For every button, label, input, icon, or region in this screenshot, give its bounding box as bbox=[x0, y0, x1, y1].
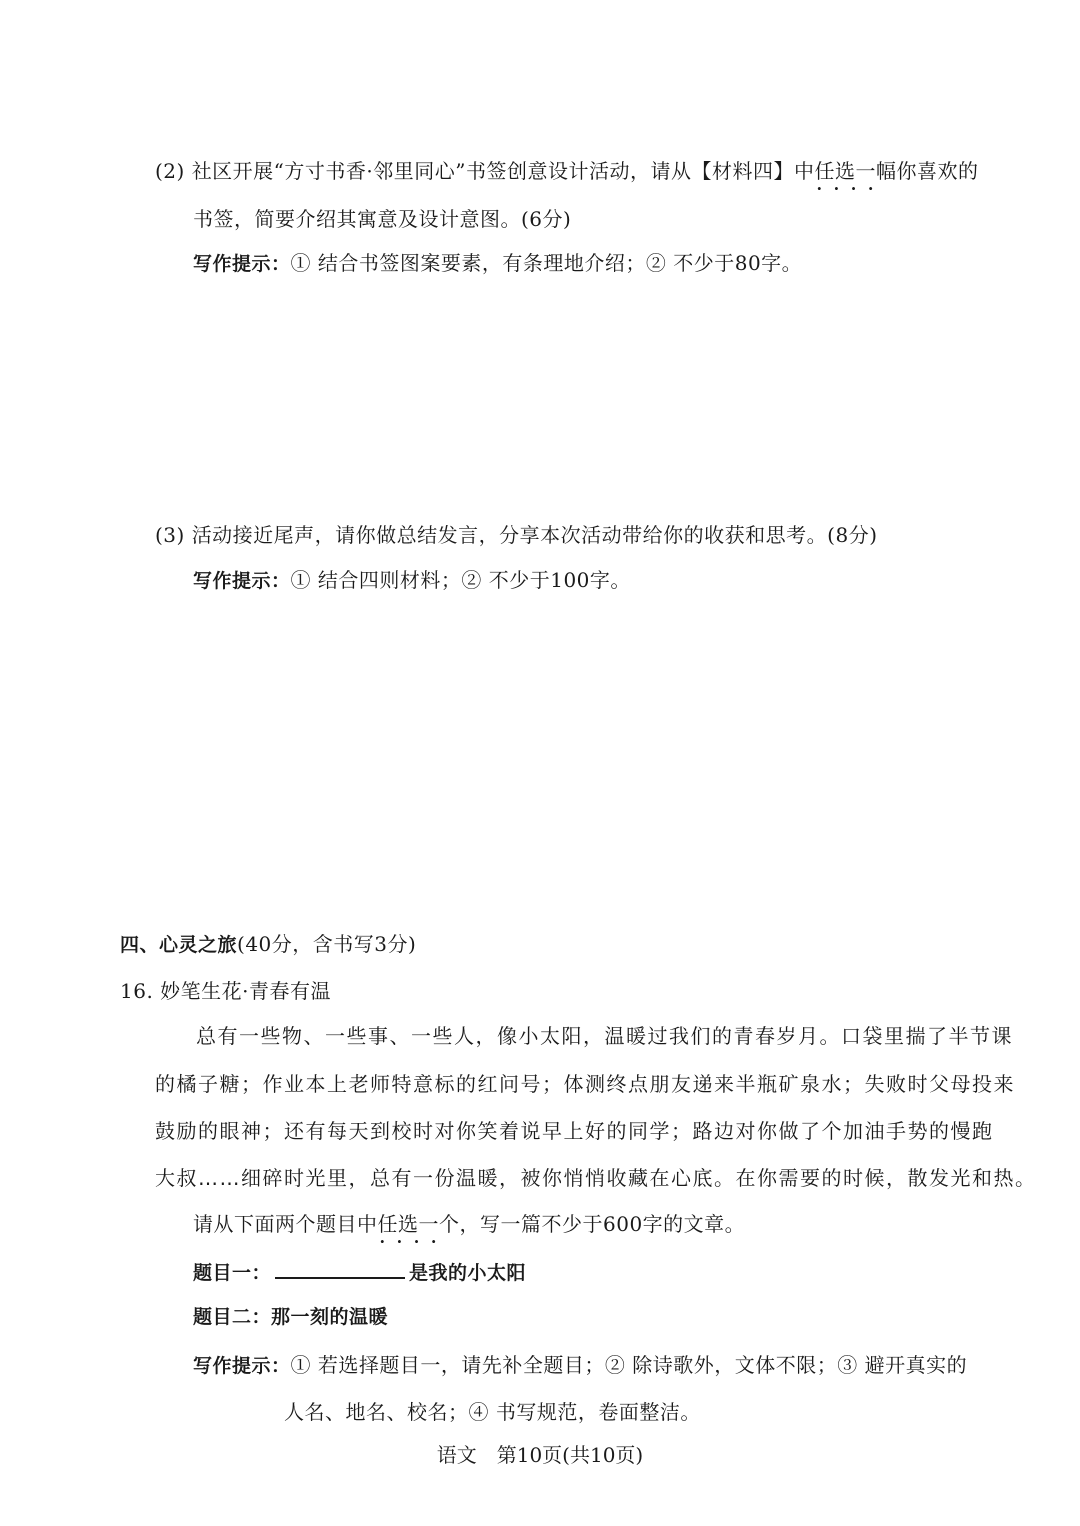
section4-tip-line1: ① 若选择题目一，请先补全题目；② 除诗歌外，文体不限；③ 避开真实的 bbox=[290, 1353, 968, 1377]
section4-title-note: (40分，含书写3分) bbox=[237, 932, 417, 956]
q3-tip-label: 写作提示： bbox=[193, 570, 291, 592]
instruction-pre: 请从下面两个题目中 bbox=[193, 1212, 378, 1236]
q2-line1 bbox=[155, 156, 979, 186]
topic-one bbox=[193, 1257, 526, 1288]
topic-two: 题目二：那一刻的温暖 bbox=[193, 1306, 389, 1328]
prompt-paragraph-line-3: 鼓励的眼神；还有每天到校时对你笑着说早上好的同学；路边对你做了个加油手势的慢跑 bbox=[155, 1119, 994, 1143]
prompt-paragraph-line-4: 大叔……细碎时光里，总有一份温暖，被你悄悄收藏在心底。在你需要的时候，散发光和热。 bbox=[155, 1166, 1037, 1190]
q2-line2: 书签，简要介绍其寓意及设计意图。(6分) bbox=[193, 207, 572, 231]
instruction-line bbox=[193, 1209, 745, 1239]
q2-line1-pre: (2) 社区开展“方寸书香·邻里同心”书签创意设计活动，请从【材料四】中 bbox=[155, 159, 815, 183]
q2-line1-post: 幅你喜欢的 bbox=[876, 159, 979, 183]
q16-title: 16. 妙笔生花·青春有温 bbox=[120, 979, 332, 1003]
q2-writing-tip bbox=[193, 248, 802, 279]
instruction-emphasis: 任选一个 · · · · bbox=[378, 1209, 460, 1239]
q3-writing-tip bbox=[193, 565, 631, 596]
q2-emphasis: 任选一 · · · · bbox=[815, 156, 877, 186]
section4-writing-tip bbox=[193, 1350, 967, 1381]
instruction-post: ，写一篇不少于600字的文章。 bbox=[459, 1212, 746, 1236]
page-footer: 语文 第10页(共10页) bbox=[436, 1443, 644, 1467]
q3-line1: (3) 活动接近尾声，请你做总结发言，分享本次活动带给你的收获和思考。(8分) bbox=[155, 523, 878, 547]
prompt-paragraph-line-1: 总有一些物、一些事、一些人，像小太阳，温暖过我们的青春岁月。口袋里揣了半节课 bbox=[196, 1024, 1013, 1048]
section4-tip-line2: 人名、地名、校名；④ 书写规范，卷面整洁。 bbox=[284, 1400, 701, 1424]
q2-tip-label: 写作提示： bbox=[193, 253, 291, 275]
prompt-paragraph-line-2: 的橘子糖；作业本上老师特意标的红问号；体测终点朋友递来半瓶矿泉水；失败时父母投来 bbox=[155, 1072, 1015, 1096]
topic-one-suffix: 是我的小太阳 bbox=[409, 1262, 527, 1284]
section4-heading bbox=[120, 929, 416, 960]
topic-one-label: 题目一： bbox=[193, 1262, 272, 1284]
topic-one-blank bbox=[275, 1257, 405, 1279]
section4-title: 四、心灵之旅 bbox=[120, 934, 238, 956]
q2-tip-text: ① 结合书签图案要素，有条理地介绍；② 不少于80字。 bbox=[290, 251, 803, 275]
section4-tip-label: 写作提示： bbox=[193, 1355, 291, 1377]
q3-tip-text: ① 结合四则材料；② 不少于100字。 bbox=[290, 568, 631, 592]
